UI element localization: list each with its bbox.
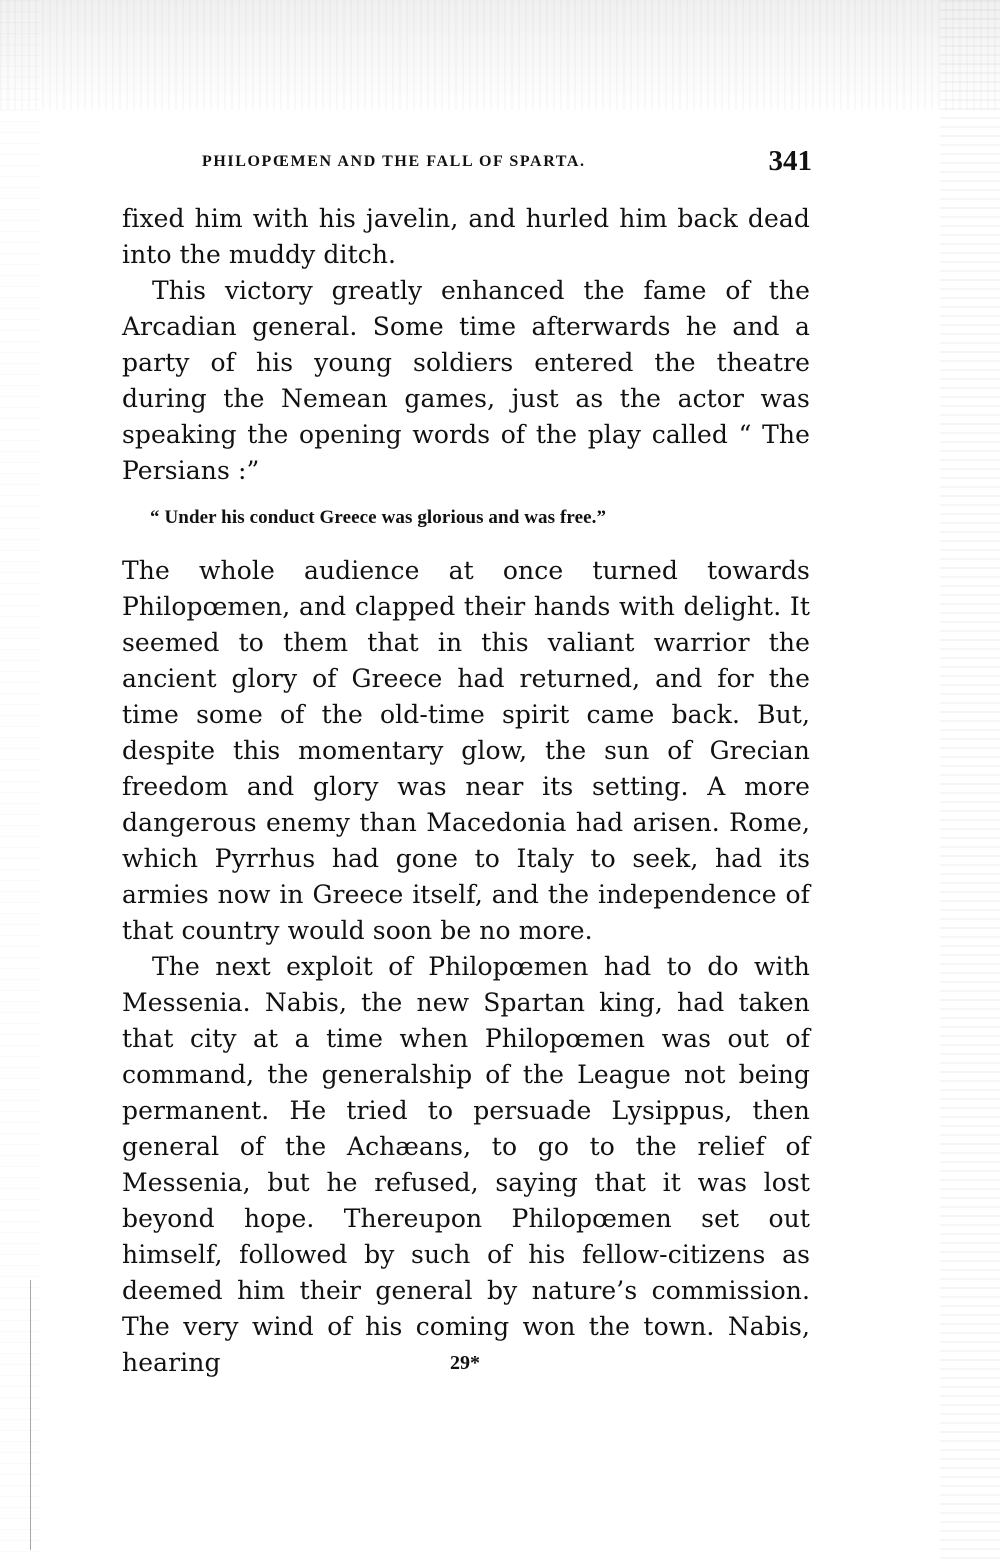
gutter-line <box>30 1280 31 1550</box>
page-number: 341 <box>768 145 812 177</box>
body-text <box>122 201 810 1381</box>
signature-mark <box>0 1352 1000 1375</box>
scan-texture-left <box>0 0 40 1560</box>
page-header <box>202 145 812 185</box>
scan-texture-top <box>0 0 1000 110</box>
paragraph-1: fixed him with his javelin, and hurled him back dead into the muddy ditch. <box>122 204 810 269</box>
running-head: PHILOPŒMEN AND THE FALL OF SPARTA. <box>202 153 586 170</box>
scan-texture-right <box>940 0 1000 1560</box>
paragraph-2: This victory greatly enhanced the fame of the Arcadian general. Some time afterwards he and a party of his young soldiers entered the theatre during the Nemean games, just as the actor was speaking the opening words of the play called “ The Persians :” <box>122 276 810 485</box>
paragraph-3: The whole audience at once turned towards Philopœmen, and clapped their hands with delight. It seemed to them that in this valiant warrior the ancient glory of Greece had returned, and for the time some of the old-time spirit came back. But, despite this momentary glow, the sun of Grecian freedom and glory was near its setting. A more dangerous enemy than Macedonia had arisen. Rome, which Pyrrhus had gone to Italy to seek, had its armies now in Greece itself, and the independence of that country would soon be no more. <box>122 556 810 945</box>
signature-mark-text: 29* <box>450 1352 480 1374</box>
paragraph-4: The next exploit of Philopœmen had to do with Messenia. Nabis, the new Spartan king, had taken that city at a time when Philopœmen was out of command, the generalship of the League not being permanent. He tried to persuade Lysippus, then general of the Achæans, to go to the relief of Messenia, but he refused, saying that it was lost beyond hope. Thereupon Philopœmen set out himself, followed by such of his fellow-citizens as deemed him their general by nature’s commission. The very wind of his coming won the town. Nabis, hearing <box>122 952 810 1377</box>
block-quote: “ Under his conduct Greece was glorious and was free.” <box>150 507 607 528</box>
